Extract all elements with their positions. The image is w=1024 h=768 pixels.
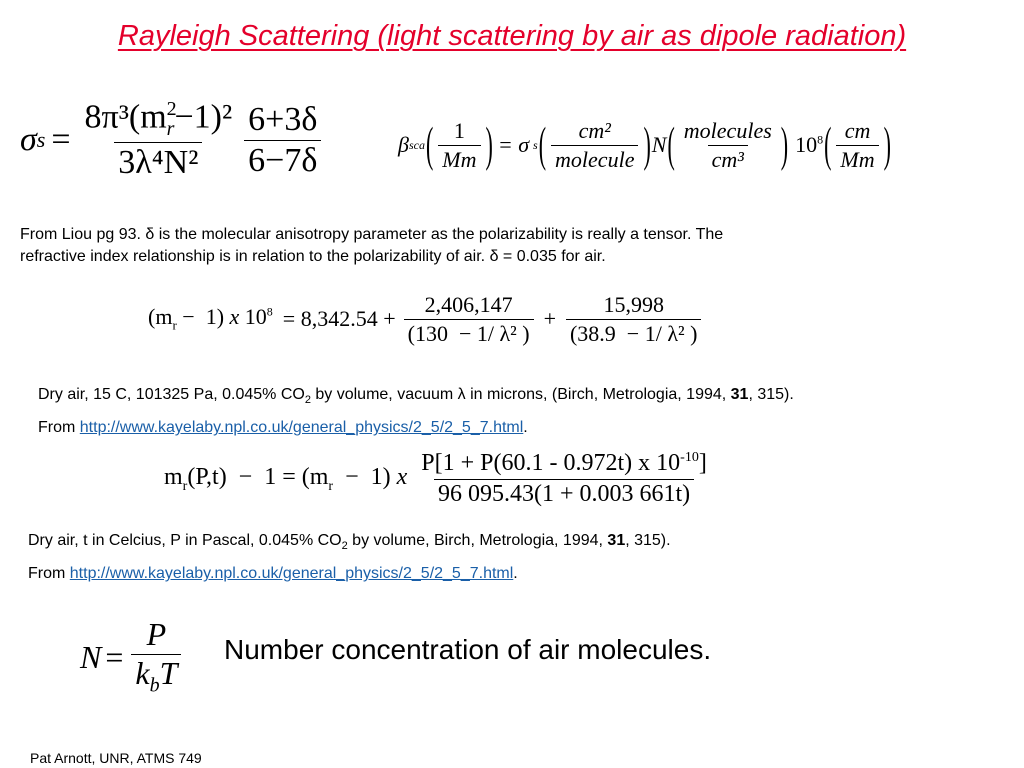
ideal-gas-fraction [131,618,181,696]
paragraph-birch-pt [28,530,1008,585]
equals-sign: = [51,121,71,158]
equation-number-concentration [80,612,185,702]
number-density-symbol: N [651,132,667,157]
unit-conversion: $\frac{cm}{Mm}$ [836,119,878,170]
refractive-constant: = 8,342.54 + [282,306,396,331]
kayelaby-link-2[interactable]: http://www.kayelaby.npl.co.uk/general_physics/2_5/2_5_7.html [69,565,514,583]
kt-denominator: $k_bT$ [131,654,181,696]
fraction-depolarization-numerator: 6+3δ [248,100,318,138]
slide-title: Rayleigh Scattering (light scattering by air as dipole radiation) [117,20,907,52]
paragraph-birch-vacuum-line1: Dry air, 15 C, 101325 Pa, 0.045% $CO_2$ by volume, vacuum λ in microns, (Birch, Metrologia, 1994, 31, 315). [38,386,794,407]
sigma-symbol: σ [20,121,37,158]
unit-cross-section: $\frac{\text{cm²}}{\text{molecule}}$ [551,119,638,170]
kayelaby-link[interactable]: http://www.kayelaby.npl.co.uk/general_physics/2_5/2_5_7.html [79,419,524,437]
plus-sign: + [543,306,556,331]
footer-author: Pat Arnott, UNR, ATMS 749 [30,750,202,766]
n-symbol: N [80,638,102,675]
fraction-main [81,99,237,181]
pressure-symbol: P [146,616,167,652]
paragraph-birch-pt-line1: Dry air, t in Celcius, P in Pascal, 0.045% $CO_2$ by volume, Birch, Metrologia, 1994, 31, 315). [28,532,671,553]
equation-units: β sca ( $\frac{1}{Mm}$ ) = σ s ( $\frac{\text{cm²}}{\text{molecule}}$ ) N ( $\frac{\text{molecules}}{\text{cm³}}$ ) $10^8$ ( $\frac{cm}{Mm}$ ) [398,116,891,172]
refractive-term2: $\frac{15,998}{\text{(38.9 − 1/ λ² )}}$ [566,293,701,344]
pt-fraction [417,451,711,506]
paragraph-birch-vacuum-line2: From http://www.kayelaby.npl.co.uk/general_physics/2_5/2_5_7.html. [38,419,528,437]
paragraph-anisotropy [20,224,1010,268]
beta-symbol: β [398,132,409,157]
paragraph-birch-vacuum [38,384,1018,439]
fraction-depolarization-denominator: 6−7δ [244,140,321,179]
pt-denominator: 96 095.43(1 + 0.003 661t) [434,479,694,507]
refractive-lhs: $(m_r - 1)$ x $10^8$ [148,304,273,333]
ten-power: $10^8$ [795,132,824,157]
fraction-depolarization [244,102,321,178]
fraction-main-denominator: 3λ⁴N² [114,142,202,181]
unit-per-mm: $\frac{1}{Mm}$ [438,119,480,170]
sigma-subscript: s [36,127,46,152]
paragraph-birch-pt-line2: From http://www.kayelaby.npl.co.uk/general_physics/2_5/2_5_7.html. [28,565,518,583]
equals-sigma: = σ [497,132,530,157]
beta-subscript: sca [408,137,425,152]
equals-sign-2: = [105,638,124,675]
pt-numerator: P[1 + P(60.1 - 0.972t) x $10^{-10}$] [421,450,707,477]
equation-cross-section [20,100,325,180]
equation-pressure-temperature [164,446,715,512]
paragraph-anisotropy-line2: refractive index relationship is in relation to the polarizability of air. δ = 0.035 for air. [20,248,606,265]
equation-refractive-index [148,284,705,354]
fraction-main-numerator: $8\pi^3(m^2_r-1)^2$ [84,98,233,141]
pt-lhs: $m_r(P,t) - 1 = (m_r - 1)$ x [164,463,408,494]
unit-number-density: $\frac{\text{molecules}}{\text{cm³}}$ [683,118,772,172]
refractive-term1: $\frac{2,406,147}{\text{(130 − 1/ λ² )}}$ [404,293,534,344]
paragraph-anisotropy-line1: From Liou pg 93. δ is the molecular anisotropy parameter as the polarizability is really a tensor. The [20,226,724,243]
number-concentration-caption: Number concentration of air molecules. [224,634,712,665]
